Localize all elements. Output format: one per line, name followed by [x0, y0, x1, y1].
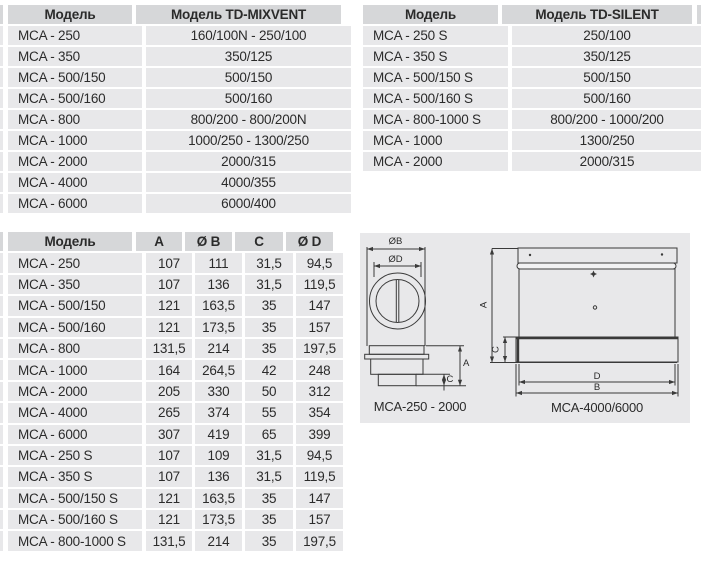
dimension-b-cell: 374 [195, 403, 242, 422]
dimension-b-cell: 136 [195, 467, 242, 486]
dimension-d-cell: 94,5 [296, 253, 343, 272]
model-cell: MCA - 800-1000 S [363, 110, 508, 129]
dimension-c-cell: 35 [245, 318, 293, 337]
table-edge-sliver [0, 26, 3, 45]
table-edge-sliver [0, 253, 3, 272]
dimension-a-cell: 107 [146, 446, 192, 465]
table-edge-sliver [0, 510, 3, 529]
dimensions-header-row [0, 232, 343, 251]
model-cell: MCA - 500/160 [8, 89, 142, 108]
dimension-a-cell: 164 [146, 360, 192, 379]
inner-diameter-label: ØD [388, 254, 403, 265]
table-row [363, 152, 701, 171]
model-cell: MCA - 800 [8, 339, 142, 358]
mounting-rib [517, 263, 676, 269]
table-row [0, 89, 351, 108]
column-header-td-mixvent: Модель TD-MIXVENT [136, 5, 341, 24]
dimension-d-cell: 157 [296, 318, 343, 337]
value-cell: 2000/315 [512, 152, 701, 171]
dimension-d-cell: 354 [296, 403, 343, 422]
dimension-d-cell: 94,5 [296, 446, 343, 465]
table-edge-sliver [0, 110, 3, 129]
dimension-c-cell: 65 [245, 425, 293, 444]
model-cell: MCA - 350 S [363, 47, 508, 66]
dimension-b-cell: 264,5 [195, 360, 242, 379]
model-cell: MCA - 800 [8, 110, 142, 129]
dimension-b-cell: 419 [195, 425, 242, 444]
column-header-td-silent: Модель TD-SILENT [502, 5, 692, 24]
dimension-b-cell: 330 [195, 382, 242, 401]
table-row [0, 68, 351, 87]
table-edge-sliver [697, 5, 701, 24]
left-view-caption: MCA-250 - 2000 [373, 399, 467, 414]
dimension-a-cell: 131,5 [146, 531, 192, 550]
outer-diameter-label: ØB [388, 236, 403, 247]
table-edge-sliver [0, 531, 3, 550]
dimension-b-cell: 163,5 [195, 489, 242, 508]
dimension-c-cell: 50 [245, 382, 293, 401]
table-edge-sliver [0, 446, 3, 465]
table-edge-sliver [0, 489, 3, 508]
model-cell: MCA - 800-1000 S [8, 531, 142, 550]
table-edge-sliver [0, 47, 3, 66]
table-row [363, 110, 701, 129]
value-cell: 800/200 - 1000/200 [512, 110, 701, 129]
value-cell: 800/200 - 800/200N [146, 110, 351, 129]
dimension-c-cell: 35 [245, 296, 293, 315]
model-cell: MCA - 500/150 [8, 296, 142, 315]
screw-dot [529, 254, 531, 256]
model-cell: MCA - 250 [8, 26, 142, 45]
table-row [363, 68, 701, 87]
column-header-diameter-b: Ø B [185, 232, 232, 251]
table-edge-sliver [0, 275, 3, 294]
dimension-c-cell: 35 [245, 339, 293, 358]
column-header-model: Модель [8, 232, 132, 251]
dimension-b-cell: 136 [195, 275, 242, 294]
diagram-panel [360, 233, 690, 423]
column-header-model: Модель [8, 5, 132, 24]
right-view-caption: MCA-4000/6000 [550, 400, 644, 415]
table-row [0, 339, 343, 358]
table-row [0, 296, 343, 315]
center-hole [593, 306, 596, 309]
table-edge-sliver [0, 339, 3, 358]
dimension-b-label: B [593, 382, 601, 393]
mixvent-table [0, 5, 351, 215]
dimensions-table [0, 232, 343, 553]
value-cell: 500/150 [512, 68, 701, 87]
dimension-d-cell: 197,5 [296, 531, 343, 550]
table-row [0, 152, 351, 171]
dimension-d-cell: 119,5 [296, 275, 343, 294]
dimension-a-cell: 121 [146, 510, 192, 529]
dimension-b-cell: 173,5 [195, 510, 242, 529]
table-row [0, 403, 343, 422]
model-cell: MCA - 350 [8, 47, 142, 66]
dimension-a-cell: 265 [146, 403, 192, 422]
value-cell: 500/150 [146, 68, 351, 87]
dimension-d-cell: 147 [296, 489, 343, 508]
model-cell: MCA - 350 [8, 275, 142, 294]
model-cell: MCA - 500/150 S [8, 489, 142, 508]
value-cell: 1000/250 - 1300/250 [146, 131, 351, 150]
table-edge-sliver [0, 382, 3, 401]
model-cell: MCA - 500/160 [8, 318, 142, 337]
model-cell: MCA - 350 S [8, 467, 142, 486]
value-cell: 500/160 [512, 89, 701, 108]
value-cell: 250/100 [512, 26, 701, 45]
model-cell: MCA - 500/150 S [363, 68, 508, 87]
table-row [0, 194, 351, 213]
dimension-b-cell: 109 [195, 446, 242, 465]
fan-side-view [365, 346, 470, 391]
table-row [0, 131, 351, 150]
model-cell: MCA - 4000 [8, 173, 142, 192]
dimension-a-cell: 107 [146, 253, 192, 272]
dimension-a-cell: 307 [146, 425, 192, 444]
table-edge-sliver [0, 232, 3, 251]
value-cell: 350/125 [512, 47, 701, 66]
model-cell: MCA - 250 [8, 253, 142, 272]
dimension-c-cell: 55 [245, 403, 293, 422]
silent-table-body [363, 26, 701, 173]
dimension-b-cell: 111 [195, 253, 242, 272]
table-row [0, 531, 343, 550]
dimension-a-label: A [478, 301, 490, 309]
dimension-c-cell: 35 [245, 510, 293, 529]
dimension-d-cell: 399 [296, 425, 343, 444]
inline-unit-side-view [479, 248, 679, 397]
model-cell: MCA - 250 S [363, 26, 508, 45]
table-row [0, 275, 343, 294]
dimension-b-cell: 214 [195, 531, 242, 550]
model-cell: MCA - 500/160 S [363, 89, 508, 108]
model-cell: MCA - 2000 [8, 152, 142, 171]
table-row [0, 360, 343, 379]
dimension-c-cell: 42 [245, 360, 293, 379]
table-row [363, 47, 701, 66]
dimension-d-cell: 312 [296, 382, 343, 401]
table-edge-sliver [0, 194, 3, 213]
dimension-d-cell: 157 [296, 510, 343, 529]
value-cell: 2000/315 [146, 152, 351, 171]
dimension-a-label: A [463, 358, 470, 369]
value-cell: 1300/250 [512, 131, 701, 150]
table-edge-sliver [0, 68, 3, 87]
model-cell: MCA - 1000 [8, 131, 142, 150]
table-row [0, 467, 343, 486]
table-row [363, 26, 701, 45]
dimension-a-cell: 205 [146, 382, 192, 401]
value-cell: 6000/400 [146, 194, 351, 213]
star-mark [590, 271, 597, 278]
value-cell: 160/100N - 250/100 [146, 26, 351, 45]
value-cell: 500/160 [146, 89, 351, 108]
dimension-d-cell: 119,5 [296, 467, 343, 486]
table-edge-sliver [0, 296, 3, 315]
dimension-c-label: C [446, 374, 454, 385]
table-edge-sliver [0, 467, 3, 486]
table-edge-sliver [0, 131, 3, 150]
table-edge-sliver [0, 425, 3, 444]
table-row [0, 489, 343, 508]
value-cell: 350/125 [146, 47, 351, 66]
dimension-c-cell: 35 [245, 489, 293, 508]
table-row [0, 425, 343, 444]
model-cell: MCA - 6000 [8, 194, 142, 213]
model-cell: MCA - 1000 [8, 360, 142, 379]
table-edge-sliver [0, 89, 3, 108]
dimension-d-cell: 197,5 [296, 339, 343, 358]
dimension-b-cell: 214 [195, 339, 242, 358]
table-row [0, 510, 343, 529]
table-edge-sliver [0, 152, 3, 171]
dimension-a-cell: 131,5 [146, 339, 192, 358]
mixvent-table-body [0, 26, 351, 215]
table-row [0, 173, 351, 192]
dimension-c-label: C [490, 346, 502, 353]
table-row [0, 26, 351, 45]
table-row [363, 131, 701, 150]
dimension-b-cell: 163,5 [195, 296, 242, 315]
table-edge-sliver [0, 5, 3, 24]
dimension-a-cell: 107 [146, 275, 192, 294]
dimension-d-cell: 147 [296, 296, 343, 315]
table-edge-sliver [0, 403, 3, 422]
dimension-a-cell: 121 [146, 489, 192, 508]
dimension-c-cell: 35 [245, 531, 293, 550]
dimension-d-cell: 248 [296, 360, 343, 379]
table-row [0, 382, 343, 401]
column-header-model: Модель [363, 5, 498, 24]
table-edge-sliver [0, 318, 3, 337]
dimension-c-cell: 31,5 [245, 275, 293, 294]
value-cell: 4000/355 [146, 173, 351, 192]
dimension-a-cell: 121 [146, 318, 192, 337]
model-cell: MCA - 500/160 S [8, 510, 142, 529]
screw-dot [661, 253, 663, 255]
model-cell: MCA - 1000 [363, 131, 508, 150]
dimension-c-cell: 31,5 [245, 446, 293, 465]
table-edge-sliver [0, 360, 3, 379]
table-row [0, 253, 343, 272]
technical-drawing [360, 233, 690, 423]
column-header-c: C [235, 232, 283, 251]
table-row [363, 89, 701, 108]
table-row [0, 318, 343, 337]
dimension-a-cell: 121 [146, 296, 192, 315]
dimension-d-label: D [593, 371, 601, 382]
table-row [0, 110, 351, 129]
fan-top-view [367, 236, 426, 346]
model-cell: MCA - 4000 [8, 403, 142, 422]
model-cell: MCA - 500/150 [8, 68, 142, 87]
dimension-c-cell: 31,5 [245, 467, 293, 486]
mixvent-header-row [0, 5, 351, 24]
model-cell: MCA - 2000 [363, 152, 508, 171]
dimension-a-cell: 107 [146, 467, 192, 486]
silent-table [363, 5, 701, 173]
silent-header-row [363, 5, 701, 24]
table-row [0, 47, 351, 66]
column-header-diameter-d: Ø D [286, 232, 333, 251]
column-header-a: A [136, 232, 182, 251]
table-edge-sliver [0, 173, 3, 192]
dimension-b-cell: 173,5 [195, 318, 242, 337]
model-cell: MCA - 6000 [8, 425, 142, 444]
table-row [0, 446, 343, 465]
dimension-c-cell: 31,5 [245, 253, 293, 272]
dimensions-table-body [0, 253, 343, 552]
model-cell: MCA - 250 S [8, 446, 142, 465]
model-cell: MCA - 2000 [8, 382, 142, 401]
